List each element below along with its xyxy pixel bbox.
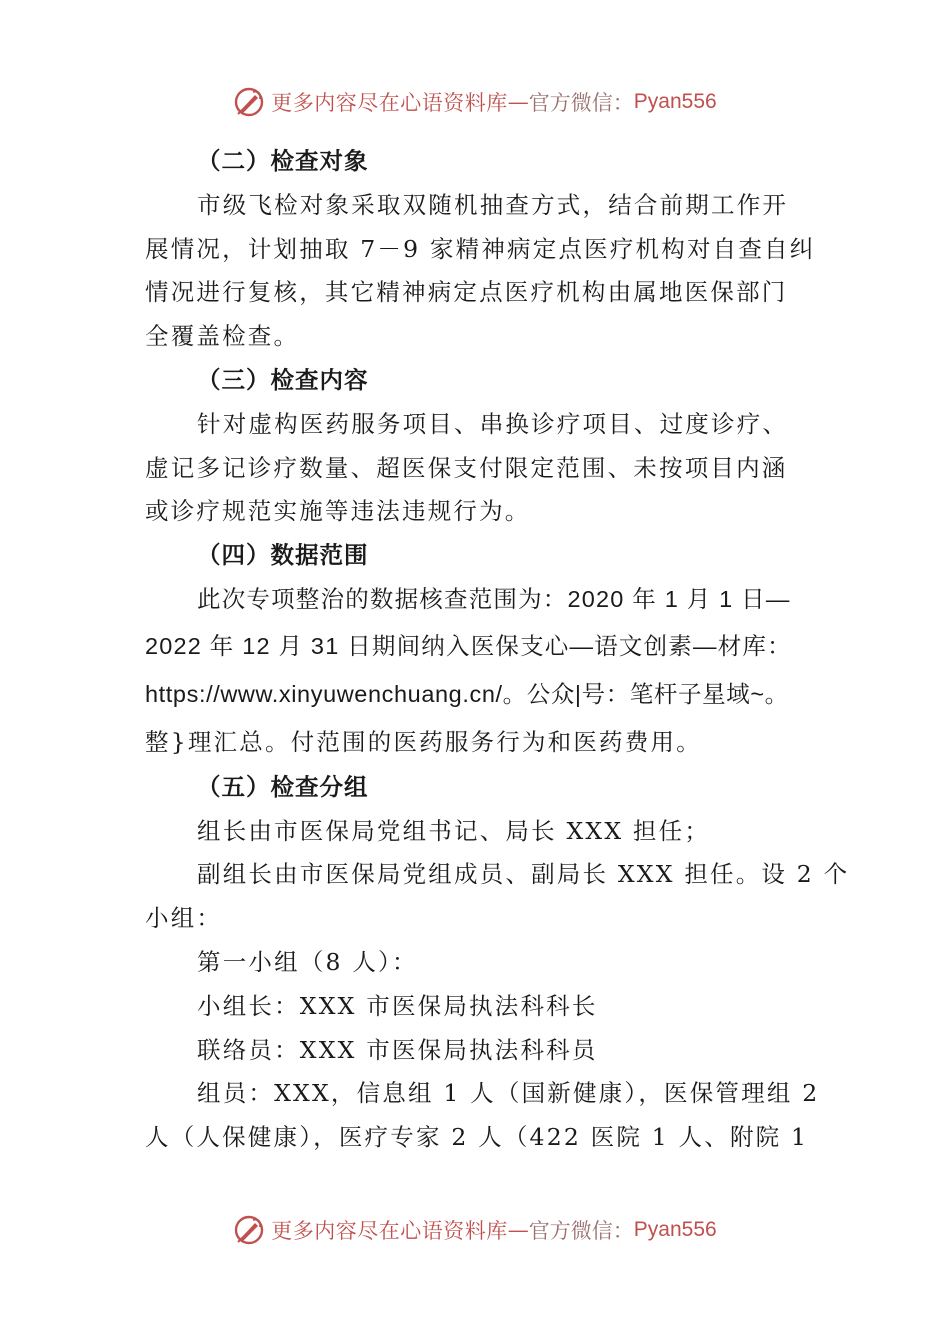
footer-banner-text: 更多内容尽在心语资料库 [271,1219,508,1243]
paragraph-line: 展情况，计划抽取 7－9 家精神病定点医疗机构对自查自纠 [145,234,816,263]
header-wechat-label: 官方微信： [528,91,634,115]
section-heading-5: （五）检查分组 [197,772,369,801]
paragraph-line: 2022 年 12 月 31 日期间纳入医保支心—语文创素—材库： [145,632,792,659]
paragraph-line: 情况进行复核，其它精神病定点医疗机构由属地医保部门 [145,278,788,307]
section-heading-3: （三）检查内容 [197,365,369,394]
header-wechat-id: Pyan556 [633,90,717,113]
paragraph-line: 市级飞检对象采取双随机抽查方式，结合前期工作开 [197,190,789,219]
pen-logo-icon [233,1214,265,1246]
paragraph-line: 小组： [145,904,223,933]
header-banner-text: 更多内容尽在心语资料库 [271,91,508,115]
paragraph-line: 联络员：XXX 市医保局执法科科员 [197,1035,598,1064]
document-body [145,140,850,1160]
paragraph-line: 整}理汇总。付范围的医药服务行为和医药费用。 [145,727,702,756]
section-heading-2: （二）检查对象 [197,147,369,175]
paragraph-line: 组长由市医保局党组书记、局长 XXX 担任； [197,816,711,845]
paragraph-line: 此次专项整治的数据核查范围为：2020 年 1 月 1 日— [197,585,791,612]
paragraph-line: 第一小组（8 人）： [197,947,418,976]
paragraph-line: 副组长由市医保局党组成员、副局长 XXX 担任。设 2 个 [197,860,850,889]
pen-logo-icon [233,86,265,118]
footer-wechat-id: Pyan556 [633,1218,717,1241]
paragraph-line: 全覆盖检查。 [145,322,300,351]
paragraph-line: 组员：XXX，信息组 1 人（国新健康），医保管理组 2 [197,1079,820,1108]
paragraph-line: 或诊疗规范实施等违法违规行为。 [145,497,531,526]
paragraph-line: 虚记多记诊疗数量、超医保支付限定范围、未按项目内涵 [145,453,788,482]
header-banner [0,82,950,122]
paragraph-line: 针对虚构医药服务项目、串换诊疗项目、过度诊疗、 [197,409,789,438]
section-heading-4: （四）数据范围 [197,541,369,570]
footer-banner [0,1210,950,1250]
footer-wechat-label: 官方微信： [528,1219,634,1243]
footer-banner-dash: — [507,1218,529,1242]
paragraph-line-link: https://www.xinyuwenchuang.cn/。公众|号：笔杆子星域~。 [145,680,789,707]
paragraph-line: 小组长：XXX 市医保局执法科科长 [197,991,598,1020]
header-banner-dash: — [507,90,529,114]
paragraph-line: 人（人保健康），医疗专家 2 人（422 医院 1 人、附院 1 [145,1123,809,1152]
